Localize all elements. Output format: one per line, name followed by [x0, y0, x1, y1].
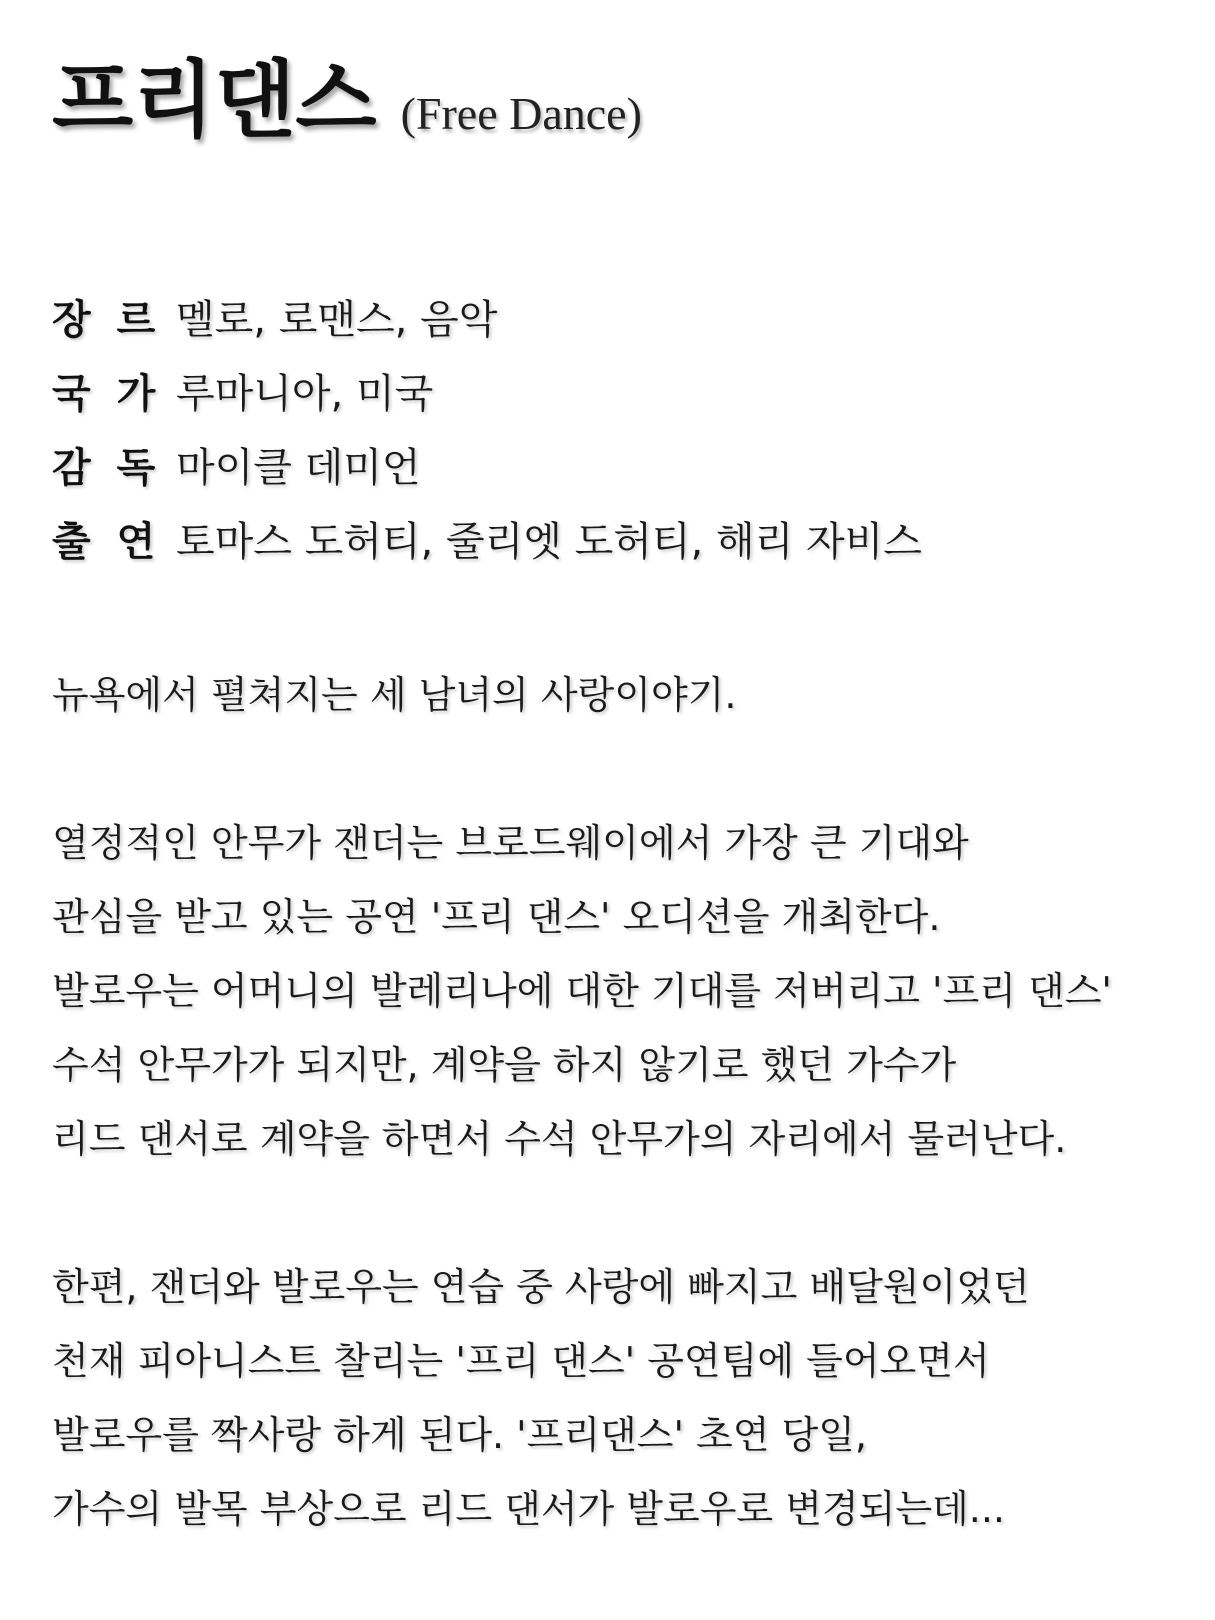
info-value: 토마스 도허티, 줄리엣 도허티, 해리 자비스: [176, 519, 922, 565]
page-title: [52, 40, 642, 160]
info-label: 국 가: [52, 371, 162, 417]
title-english: (Free Dance): [400, 88, 642, 139]
text-line: 열정적인 안무가 잰더는 브로드웨이에서 가장 큰 기대와: [52, 821, 969, 865]
info-value: 멜로, 로맨스, 음악: [176, 297, 498, 343]
info-row-director: [52, 431, 922, 505]
info-row-genre: [52, 283, 922, 357]
text-line: 천재 피아니스트 찰리는 '프리 댄스' 공연팀에 들어오면서: [52, 1339, 990, 1383]
text-line: 가수의 발목 부상으로 리드 댄서가 발로우로 변경되는데...: [52, 1487, 1005, 1531]
paragraph: [52, 806, 1202, 1176]
text-line: 리드 댄서로 계약을 하면서 수석 안무가의 자리에서 물러난다.: [52, 1117, 1067, 1161]
info-value: 마이클 데미언: [176, 445, 421, 491]
info-row-country: [52, 357, 922, 431]
info-value: 루마니아, 미국: [176, 371, 434, 417]
text-line: 발로우는 어머니의 발레리나에 대한 기대를 저버리고 '프리 댄스': [52, 969, 1112, 1013]
text-line: 수석 안무가가 되지만, 계약을 하지 않기로 했던 가수가: [52, 1043, 957, 1087]
title-korean: 프리댄스: [52, 50, 377, 149]
paragraph: [52, 1250, 1202, 1546]
info-table: [52, 283, 922, 579]
text-line: 관심을 받고 있는 공연 '프리 댄스' 오디션을 개최한다.: [52, 895, 941, 939]
synopsis: [52, 658, 1202, 1620]
text-line: 한편, 잰더와 발로우는 연습 중 사랑에 빠지고 배달원이었던: [52, 1265, 1030, 1309]
info-label: 출 연: [52, 519, 162, 565]
paragraph: [52, 658, 1202, 732]
text-line: 뉴욕에서 펼쳐지는 세 남녀의 사랑이야기.: [52, 673, 737, 717]
text-line: 발로우를 짝사랑 하게 된다. '프리댄스' 초연 당일,: [52, 1413, 867, 1457]
info-label: 장 르: [52, 297, 162, 343]
info-row-cast: [52, 505, 922, 579]
info-label: 감 독: [52, 445, 162, 491]
